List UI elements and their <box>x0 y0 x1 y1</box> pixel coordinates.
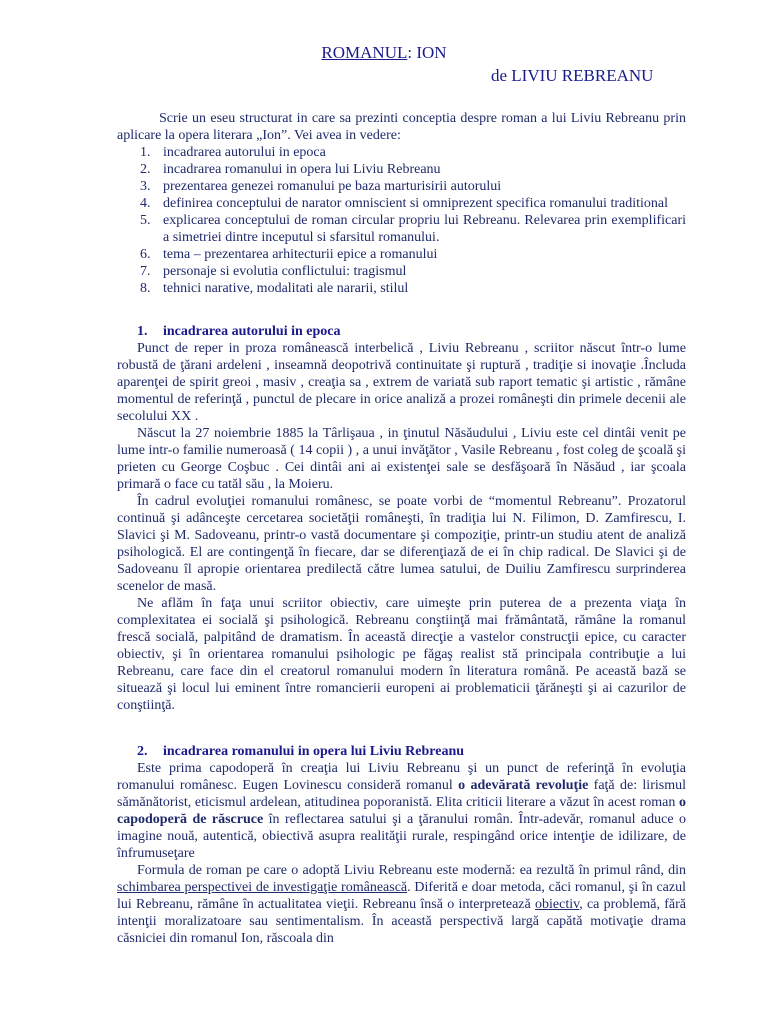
list-item: 6. tema – prezentarea arhitecturii epice a romanului <box>140 247 438 262</box>
list-item: 7. personaje si evolutia conflictului: tragismul <box>140 264 407 279</box>
page-subtitle: de LIVIU REBREANU <box>491 66 654 85</box>
underlined-text: obiectiv <box>535 897 580 912</box>
section-1-paragraph: Punct de reper in proza românească interbelică , Liviu Rebreanu , scriitor născut într-o lume robustă de ţărani ardeleni , inseamnă deopotrivă continuitate şi ruptură , tradiţie si inovaţie .Încluda aparenţei de spirit greoi , masiv , creaţia sa , extrem de variată sub raport tematic şi artistic , rămâne momentul de referinţă , punctul de plecare in orice analiză a prozei româneşti din primele decenii ale secolului XX . <box>117 341 686 424</box>
section-2-heading: 2. incadrarea romanului in opera lui Liviu Rebreanu <box>137 744 465 759</box>
page-title <box>0 43 768 63</box>
list-item: 8. tehnici narative, modalitati ale nararii, stilul <box>140 281 409 296</box>
section-2 <box>117 743 686 947</box>
emphasis-text: o adevărată revoluţie <box>458 778 589 793</box>
list-item: 5. explicarea conceptului de roman circular propriu lui Rebreanu. Relevarea prin exemplificari a simetriei dintre inceputul si sfarsitul romanului. <box>140 213 686 245</box>
section-1-paragraph: Născut la 27 noiembrie 1885 la Târlişaua , in ţinutul Năsăudului , Liviu este cel dintâi venit pe lume intr-o familie numeroasă ( 14 copii ) , a unui invăţător , Vasile Rebreanu , fost coleg de şcoală şi prieten cu George Coşbuc . Cei dintâi ani ai existenţei sale se desfăşoară în Năsăud , iar şcoala primară o face cu tatăl său , la Moieru. <box>117 426 686 492</box>
list-item: 4. definirea conceptului de narator omniscient si omniprezent specifica romanului traditional <box>140 196 668 211</box>
intro-paragraph: Scrie un eseu structurat in care sa prezinti conceptia despre roman a lui Liviu Rebreanu prin aplicare la opera literara „Ion”. Vei avea in vedere: <box>117 111 686 143</box>
underlined-text: schimbarea perspectivei de investigaţie românească <box>117 880 408 895</box>
title-rest: : ION <box>407 43 447 62</box>
section-2-paragraph: Formula de roman pe care o adoptă Liviu Rebreanu este modernă: ea rezultă în primul rând, din schimbarea perspectivei de investigaţie românească. Diferită e doar metoda, căci romanul, şi în cazul lui Rebreanu, rămâne în actualitatea vieţii. Rebreanu însă o interpretează obiectiv, ca problemă, fără intenţii moralizatoare sau sentimentalism. În această perspectivă largă capătă motivaţie drama căsniciei din romanul Ion, răscoala din <box>117 863 687 946</box>
section-1-heading: 1. incadrarea autorului in epoca <box>137 324 341 339</box>
list-item: 2. incadrarea romanului in opera lui Liviu Rebreanu <box>140 162 441 177</box>
title-main[interactable]: ROMANUL <box>321 43 408 62</box>
section-2-paragraph: Este prima capodoperă în creaţia lui Liviu Rebreanu şi un punct de referinţă în evoluţia romanului românesc. Eugen Lovinescu consideră romanul o adevărată revoluţie faţă de: lirismul sămănătorist, eticismul ardelean, atitudinea poporanistă. Elita criticii literare a văzut în acest roman o capodoperă de răscruce în reflectarea satului şi a ţăranului român. Într-adevăr, romanul aduce o imagine nouă, autentică, obiectivă asupra realităţii rurale, respingând orice intenţie de idilizare, de înfrumuseţare <box>117 761 686 861</box>
section-1 <box>117 323 686 714</box>
list-item: 1. incadrarea autorului in epoca <box>140 145 326 160</box>
emphasis-text: o capodoperă de răscruce <box>117 795 686 827</box>
section-1-paragraph: În cadrul evoluţiei romanului românesc, se poate vorbi de “momentul Rebreanu”. Prozatorul continuă şi adânceşte cercetarea societăţii româneşti, în tradiţia lui N. Filimon, D. Zamfirescu, I. Slavici şi M. Sadoveanu, printr-o vastă documentare şi compoziţie, printr-un studiu atent de analiză psihologică. El are contingenţă în fiecare, dar se diferenţiază de ei în chip radical. De Slavici şi de Sadoveanu îl apropie orientarea predilectă către lumea satului, de Duiliu Zamfirescu surprinderea scenelor de masă. <box>117 494 686 594</box>
task-list <box>117 144 686 297</box>
section-1-paragraph: Ne aflăm în faţa unui scriitor obiectiv, care uimeşte prin puterea de a prezenta viaţa în complexitatea ei socială şi psihologică. Rebreanu conştiinţă mai frământată, rămâne la romanul frescă socială, palpitând de dramatism. În această direcţie a vastelor construcţii epice, cu caracter obiectiv, şi în orientarea romanului psihologic pe făgaş realist stă principala contribuţie a lui Rebreanu, care face din el creatorul romanului modern în literatura română. Pe această bază se situează şi locul lui eminent între romancierii europeni ai problematicii ţărăneşti şi ai cazurilor de conştiinţă. <box>117 596 686 713</box>
list-item: 3. prezentarea genezei romanului pe baza marturisirii autorului <box>140 179 502 194</box>
intro-block <box>117 110 686 297</box>
